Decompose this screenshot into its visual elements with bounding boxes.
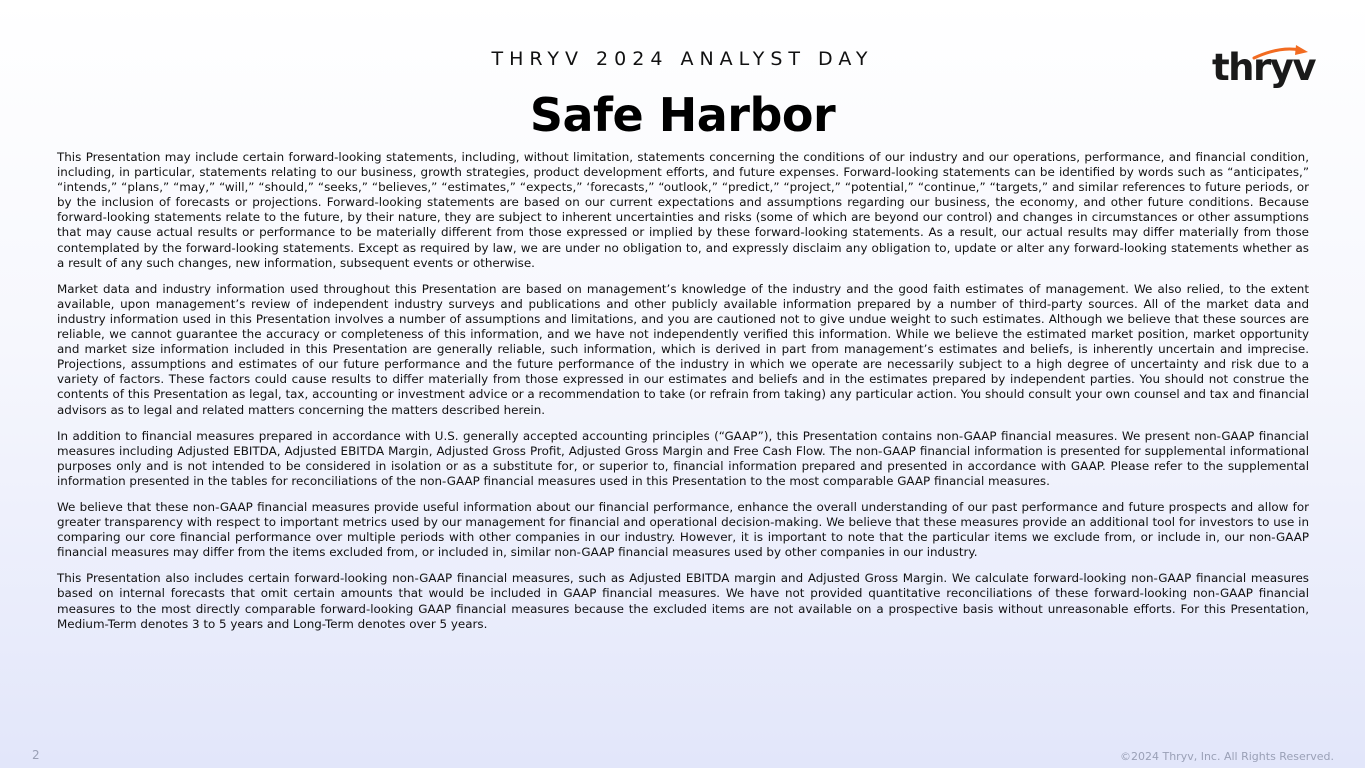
safe-harbor-body <box>57 150 1309 643</box>
copyright-notice: ©2024 Thryv, Inc. All Rights Reserved. <box>1120 750 1334 763</box>
paragraph-non-gaap-measures: In addition to financial measures prepared in accordance with U.S. generally accepted accounting principles (“GAAP”), this Presentation contains non-GAAP financial measures. We present non-GAAP financial measures including Adjusted EBITDA, Adjusted EBITDA Margin, Adjusted Gross Profit, Adjusted Gross Margin and Free Cash Flow. The non-GAAP financial information is presented for supplemental informational purposes only and is not intended to be considered in isolation or as a substitute for, or superior to, financial information prepared and presented in accordance with GAAP. Please refer to the supplemental information presented in the tables for reconciliations of the non-GAAP financial measures used in this Presentation to the most comparable GAAP financial measures. <box>57 428 1309 488</box>
paragraph-market-data: Market data and industry information used throughout this Presentation are based on management’s knowledge of the industry and the good faith estimates of management. We also relied, to the extent available, upon management’s review of independent industry surveys and publications and other publicly available information prepared by a number of third-party sources. All of the market data and industry information used in this Presentation involves a number of assumptions and limitations, and you are cautioned not to give undue weight to such estimates. Although we believe that these sources are reliable, we cannot guarantee the accuracy or completeness of this information, and we have not independently verified this information. While we believe the estimated market position, market opportunity and market size information included in this Presentation are generally reliable, such information, which is derived in part from management’s estimates and beliefs, is inherently uncertain and imprecise. Projections, assumptions and estimates of our future performance and the future performance of the industry in which we operate are necessarily subject to a high degree of uncertainty and risk due to a variety of factors. These factors could cause results to differ materially from those expressed in our estimates and beliefs and in the estimates prepared by independent parties. You should not construe the contents of this Presentation as legal, tax, accounting or investment advice or a recommendation to take (or refrain from taking) any particular action. You should consult your own counsel and tax and financial advisors as to legal and related matters concerning the matters described herein. <box>57 281 1309 417</box>
paragraph-forward-looking-non-gaap: This Presentation also includes certain forward-looking non-GAAP financial measures, such as Adjusted EBITDA margin and Adjusted Gross Margin. We calculate forward-looking non-GAAP financial measures based on internal forecasts that omit certain amounts that would be included in GAAP financial measures. We have not provided quantitative reconciliations of these forward-looking non-GAAP financial measures to the most directly comparable forward-looking GAAP financial measures because the excluded items are not available on a prospective basis without unreasonable efforts. For this Presentation, Medium-Term denotes 3 to 5 years and Long-Term denotes over 5 years. <box>57 571 1309 631</box>
page-title: Safe Harbor <box>529 88 836 142</box>
event-title: THRYV 2024 ANALYST DAY <box>491 48 874 70</box>
thryv-logo <box>1212 44 1316 90</box>
paragraph-non-gaap-usefulness: We believe that these non-GAAP financial measures provide useful information about our financial performance, enhance the overall understanding of our past performance and future prospects and allow for greater transparency with respect to important metrics used by our management for financial and operational decision-making. We believe that these measures provide an additional tool for investors to use in comparing our core financial performance over multiple periods with other companies in our industry. However, it is important to note that the particular items we exclude from, or include in, our non-GAAP financial measures may differ from the items excluded from, or included in, similar non-GAAP financial measures used by other companies in our industry. <box>57 499 1309 560</box>
logo-wordmark: thryv <box>1212 46 1316 89</box>
paragraph-forward-looking: This Presentation may include certain forward-looking statements, including, without limitation, statements concerning the conditions of our industry and our operations, performance, and financial condition, including, in particular, statements relating to our business, growth strategies, product development efforts, and future expenses. Forward-looking statements can be identified by words such as “anticipates,” “intends,” “plans,” “may,” “will,” “should,” “seeks,” “believes,” “estimates,” “expects,” ‘forecasts,” “outlook,” “predict,” “project,” “potential,” “continue,” “targets,” and similar references to future periods, or by the inclusion of forecasts or projections. Forward-looking statements are based on our current expectations and assumptions regarding our business, the economy, and other future conditions. Because forward-looking statements relate to the future, by their nature, they are subject to inherent uncertainties and risks (some of which are beyond our control) and changes in circumstances or other assumptions that may cause actual results or performance to be materially different from those expressed or implied by these forward-looking statements. As a result, our actual results may differ materially from those contemplated by the forward-looking statements. Except as required by law, we are under no obligation to, and expressly disclaim any obligation to, update or alter any forward-looking statements whether as a result of any such changes, new information, subsequent events or otherwise. <box>57 150 1309 270</box>
page-number: 2 <box>32 748 40 762</box>
